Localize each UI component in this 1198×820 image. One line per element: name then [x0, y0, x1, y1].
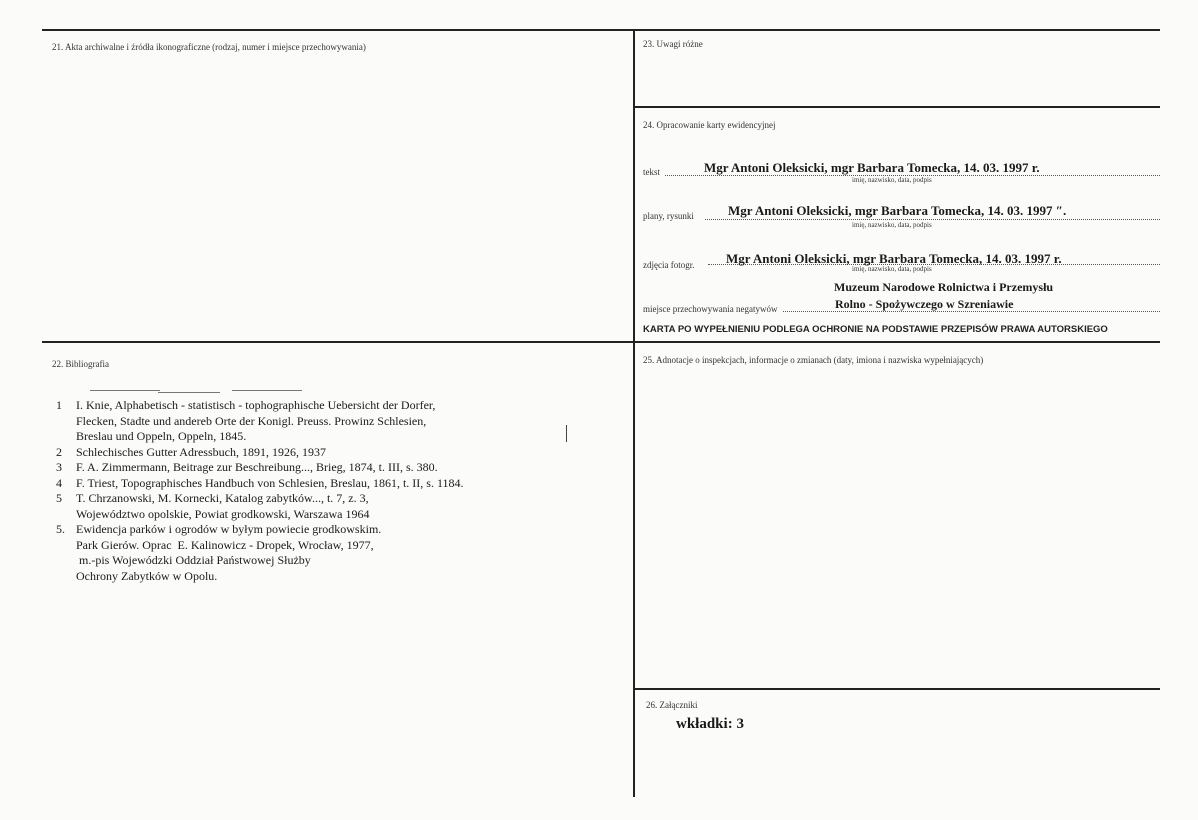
list-item: [56, 398, 464, 445]
item-text: F. A. Zimmermann, Beitrage zur Beschreibung..., Brieg, 1874, t. III, s. 380.: [76, 460, 438, 474]
text-field-label: tekst: [643, 167, 660, 177]
item-text: Ewidencja parków i ogrodów w byłym powiecie grodkowskim. Park Gierów. Oprac E. Kalinowicz - Dropek, Wrocław, 1977, m.-pis Wojewódzki Oddział Państwowej Służby Ochrony Zabytków w Opolu.: [76, 522, 382, 583]
plans-field-label: plany, rysunki: [643, 211, 694, 221]
photos-author-value: Mgr Antoni Oleksicki, mgr Barbara Tomecka, 14. 03. 1997 r.: [726, 251, 1062, 266]
middle-rule: [42, 341, 1160, 343]
section-24-label: 24. Opracowanie karty ewidencyjnej: [643, 120, 776, 130]
top-rule: [42, 29, 1160, 31]
section-25-label: 25. Adnotacje o inspekcjach, informacje o zmianach (daty, imiona i nazwiska wypełniających): [643, 355, 984, 365]
item-text: F. Triest, Topographisches Handbuch von Schlesien, Breslau, 1861, t. II, s. 1184.: [76, 475, 464, 490]
negatives-location-line-2: Rolno - Spożywczego w Szreniawie: [835, 297, 1014, 311]
bibliography-stroke: [158, 392, 220, 393]
item-number: 2: [56, 444, 62, 459]
item-text: Schlechisches Gutter Adressbuch, 1891, 1926, 1937: [76, 444, 326, 459]
pen-mark: [566, 425, 567, 442]
list-item: [56, 460, 464, 476]
item-number: 1: [56, 398, 62, 412]
item-number: 5: [56, 491, 62, 505]
item-text: I. Knie, Alphabetisch - statistisch - tophographische Uebersicht der Dorfer, Flecken, Stadte und andereb Orte der Konigl. Preuss. Prowinz Schlesien, Breslau und Oppeln, Oppeln, 1845.: [76, 398, 436, 443]
list-item: [56, 522, 464, 584]
photos-field-label: zdjęcia fotogr.: [643, 260, 695, 270]
section-21-label: 21. Akta archiwalne i źródła ikonograficzne (rodzaj, numer i miejsce przechowywania): [52, 42, 366, 52]
section-23-bottom-rule: [633, 106, 1160, 108]
text-field-caption: imię, nazwisko, data, podpis: [852, 176, 932, 184]
photos-field-caption: imię, nazwisko, data, podpis: [852, 265, 932, 273]
center-divider: [633, 29, 635, 797]
negatives-location-label: miejsce przechowywania negatywów: [643, 304, 778, 314]
list-item: [56, 476, 464, 492]
list-item: [56, 491, 464, 522]
plans-author-value: Mgr Antoni Oleksicki, mgr Barbara Tomecka, 14. 03. 1997 ″.: [728, 203, 1067, 218]
section-26-top-rule: [633, 688, 1160, 690]
attachments-value: wkładki: 3: [676, 716, 744, 732]
bibliography-stroke: [90, 390, 160, 391]
section-22-label: 22. Bibliografia: [52, 359, 109, 369]
item-text: T. Chrzanowski, M. Kornecki, Katalog zabytków..., t. 7, z. 3, Województwo opolskie, Powiat grodkowski, Warszawa 1964: [76, 491, 370, 521]
plans-field-line: [705, 219, 1160, 220]
section-26-label: 26. Załączniki: [646, 700, 698, 710]
bibliography-stroke: [232, 390, 302, 391]
item-number: 5.: [56, 522, 65, 536]
negatives-location-line-1: Muzeum Narodowe Rolnictwa i Przemysłu: [834, 280, 1054, 294]
text-author-value: Mgr Antoni Oleksicki, mgr Barbara Tomecka, 14. 03. 1997 r.: [704, 160, 1040, 175]
copyright-notice: KARTA PO WYPEŁNIENIU PODLEGA OCHRONIE NA PODSTAWIE PRZEPISÓW PRAWA AUTORSKIEGO: [643, 324, 1108, 335]
plans-field-caption: imię, nazwisko, data, podpis: [852, 221, 932, 229]
item-number: 4: [56, 475, 62, 490]
item-number: 3: [56, 460, 62, 474]
bibliography-list: [56, 398, 464, 584]
list-item: [56, 445, 464, 461]
section-23-label: 23. Uwagi różne: [643, 39, 703, 49]
